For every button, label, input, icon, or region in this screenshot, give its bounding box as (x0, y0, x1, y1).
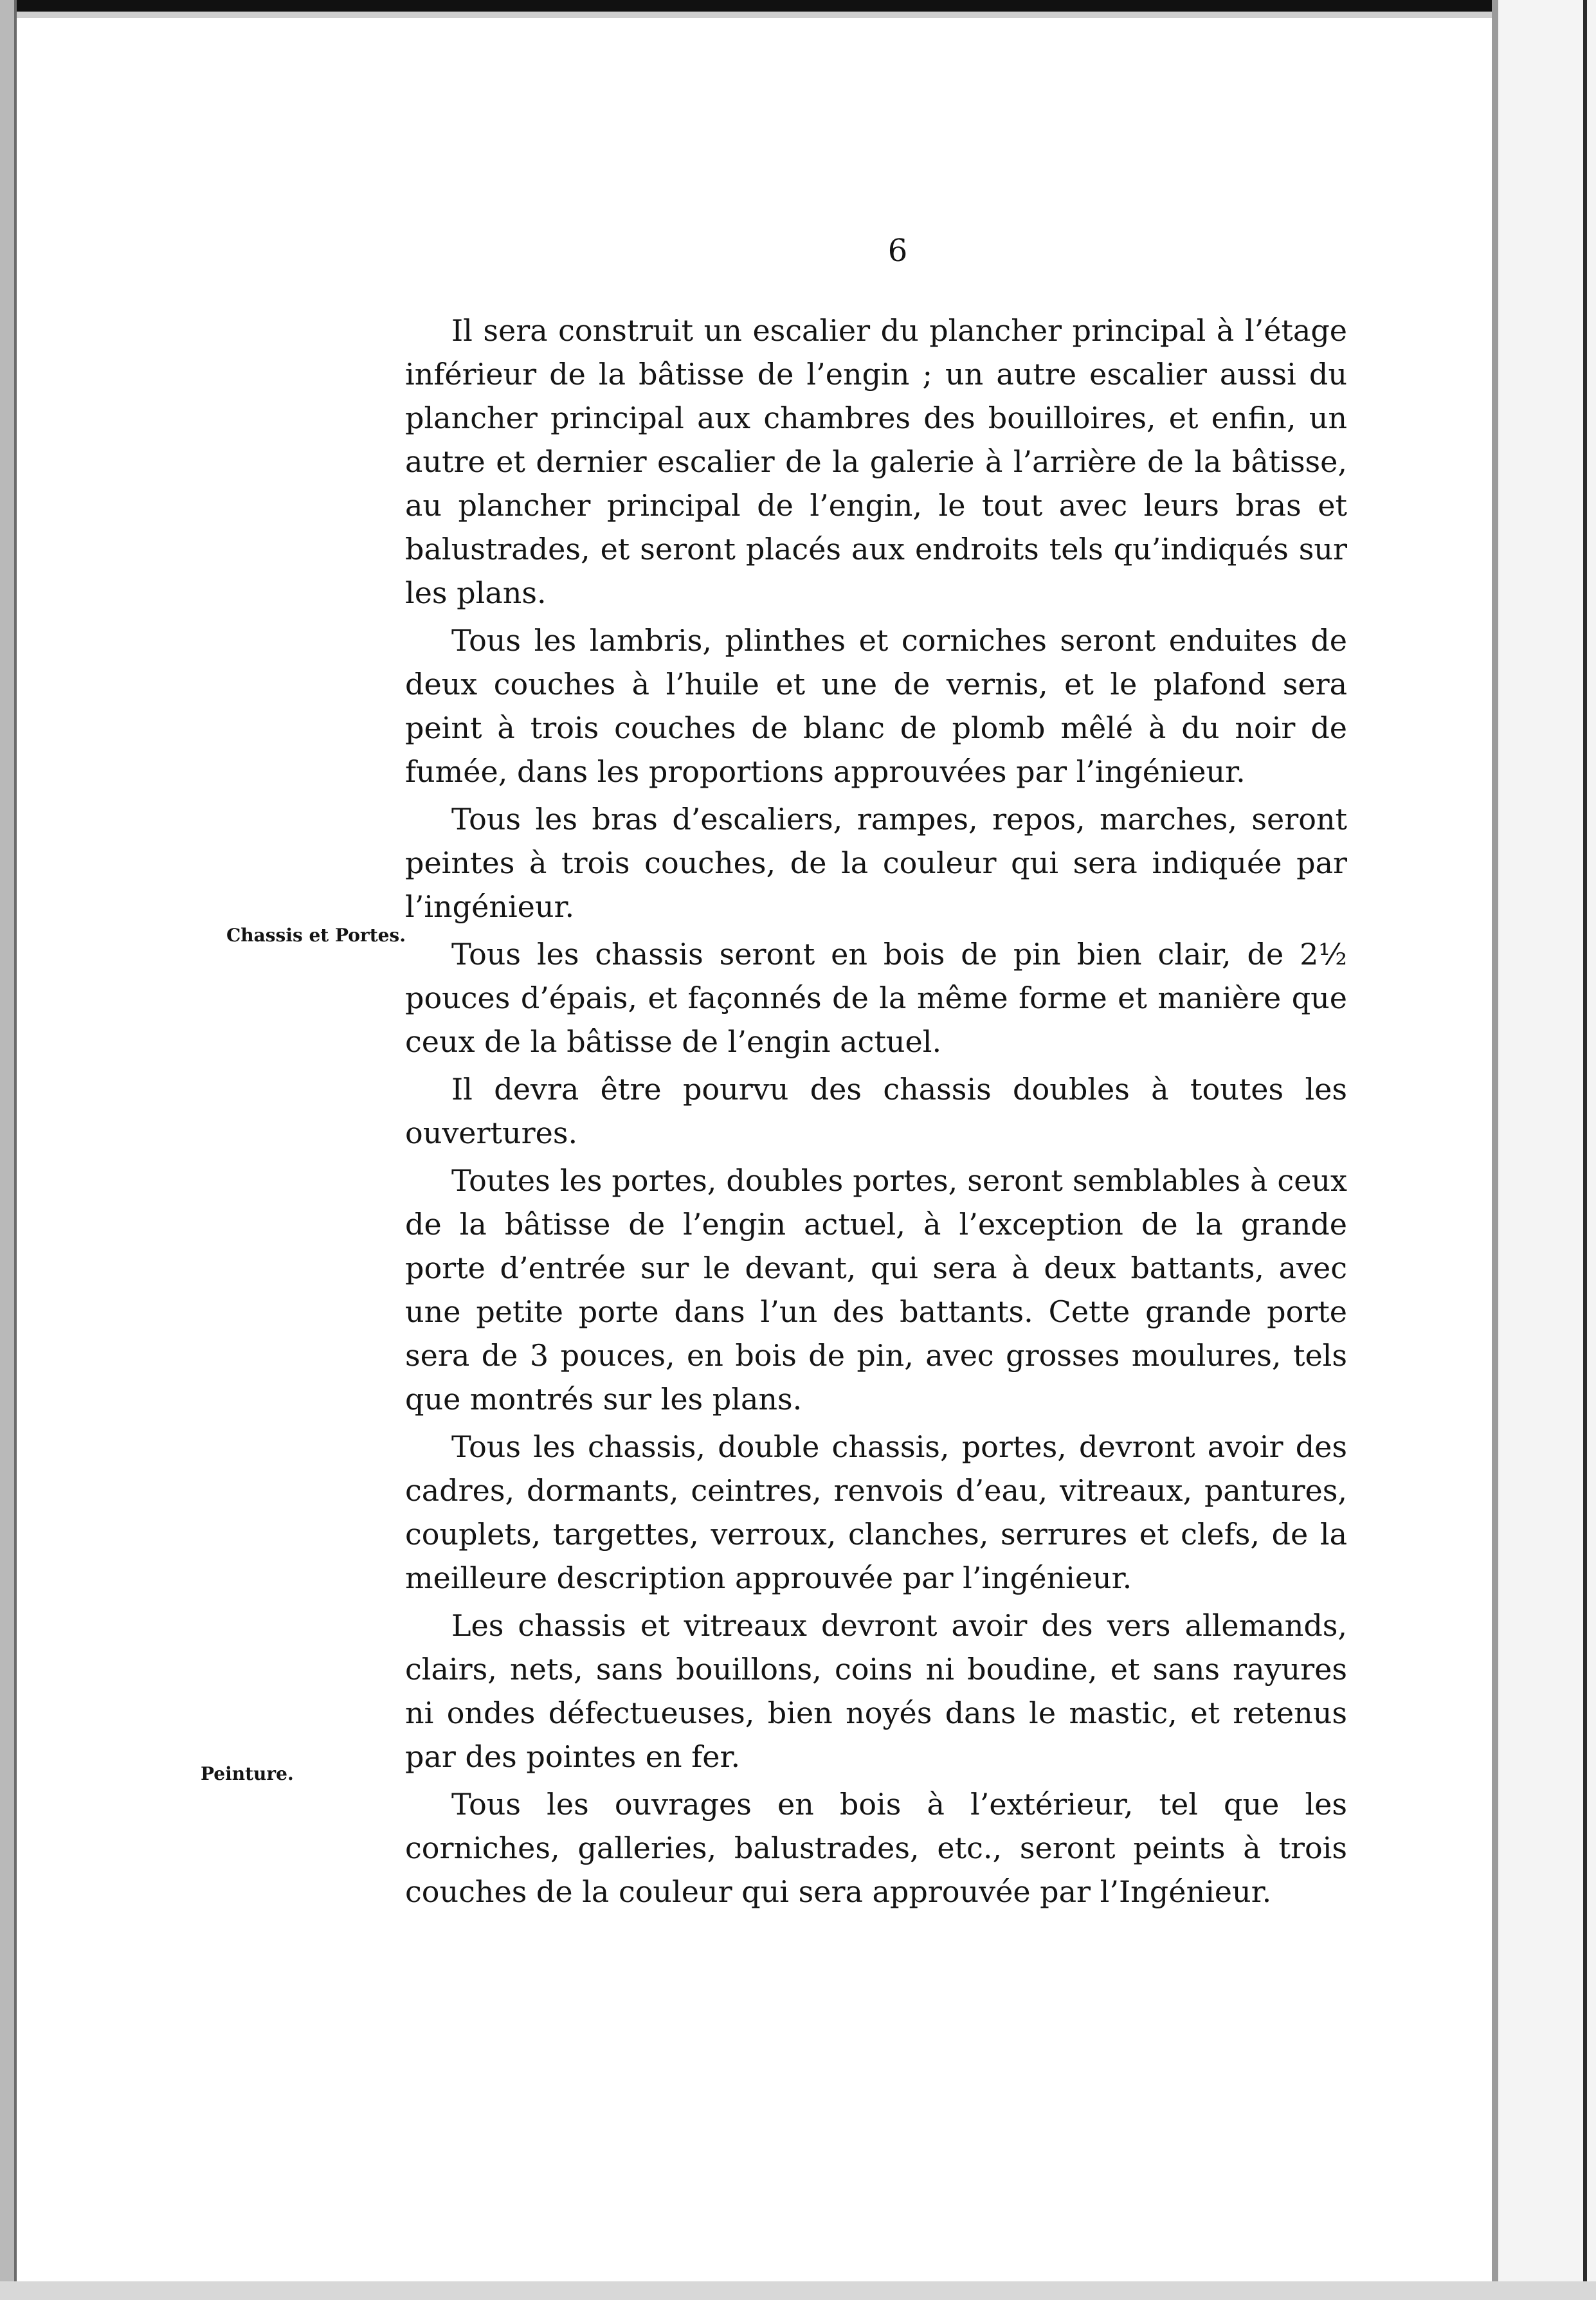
page-number: 6 (887, 233, 908, 269)
scan-top-shadow (0, 12, 1596, 18)
scan-right-edge (1583, 0, 1587, 2300)
body-text (405, 309, 1347, 1914)
scan-bottom-edge (0, 2281, 1596, 2300)
paragraph-escaliers: Il sera construit un escalier du plancher principal à l’étage inférieur de la bâtisse de l’engin ; un autre escalier aussi du plancher principal aux chambres des bouilloires, et enfin, un autre et dernier escalier de la galerie à l’arrière de la bâtisse, au plancher principal de l’engin, le tout avec leurs bras et balustrades, et seront placés aux endroits tels qu’indiqués sur les plans. (405, 313, 1347, 610)
scan-left-edge (0, 0, 14, 2300)
paragraph-chassis-doubles: Il devra être pourvu des chassis doubles à toutes les ouvertures. (405, 1072, 1347, 1150)
scan-left-border (14, 0, 17, 2300)
scan-top-edge (0, 0, 1596, 12)
scan-right-margin (1498, 0, 1596, 2300)
margin-note-chassis: Chassis et Portes. (226, 925, 406, 946)
paragraph-chassis: Tous les chassis seront en bois de pin bien clair, de 2½ pouces d’épais, et façonnés de la même forme et manière que ceux de la bâtisse de l’engin actuel. (405, 937, 1347, 1059)
paragraph-lambris: Tous les lambris, plinthes et corniches seront enduites de deux couches à l’huile et une de vernis, et le plafond sera peint à trois couches de blanc de plomb mêlé à du noir de fumée, dans les proportions approuvées par l’ingénieur. (405, 623, 1347, 789)
paragraph-peinture: Tous les ouvrages en bois à l’extérieur, tel que les corniches, galleries, balustrades, etc., seront peints à trois couches de la couleur qui sera approuvée par l’Ingénieur. (405, 1787, 1347, 1909)
scan-right-border (1492, 0, 1498, 2300)
paragraph-vitreaux: Les chassis et vitreaux devront avoir des vers allemands, clairs, nets, sans bouillons, coins ni boudine, et sans rayures ni ondes défectueuses, bien noyés dans le mastic, et retenus par des pointes en fer. (405, 1608, 1347, 1774)
margin-note-peinture: Peinture. (201, 1763, 294, 1784)
paragraph-portes: Toutes les portes, doubles portes, seront semblables à ceux de la bâtisse de l’engin actuel, à l’exception de la grande porte d’entrée sur le devant, qui sera à deux battants, avec une petite porte dans l’un des battants. Cette grande porte sera de 3 pouces, en bois de pin, avec grosses moulures, tels que montrés sur les plans. (405, 1163, 1347, 1417)
paragraph-quincaillerie: Tous les chassis, double chassis, portes, devront avoir des cadres, dormants, ceintres, renvois d’eau, vitreaux, pantures, couplets, targettes, verroux, clanches, serrures et clefs, de la meilleure description approuvée par l’ingénieur. (405, 1429, 1347, 1595)
paragraph-bras-escaliers: Tous les bras d’escaliers, rampes, repos, marches, seront peintes à trois couches, de la couleur qui sera indiquée par l’ingénieur. (405, 802, 1347, 924)
